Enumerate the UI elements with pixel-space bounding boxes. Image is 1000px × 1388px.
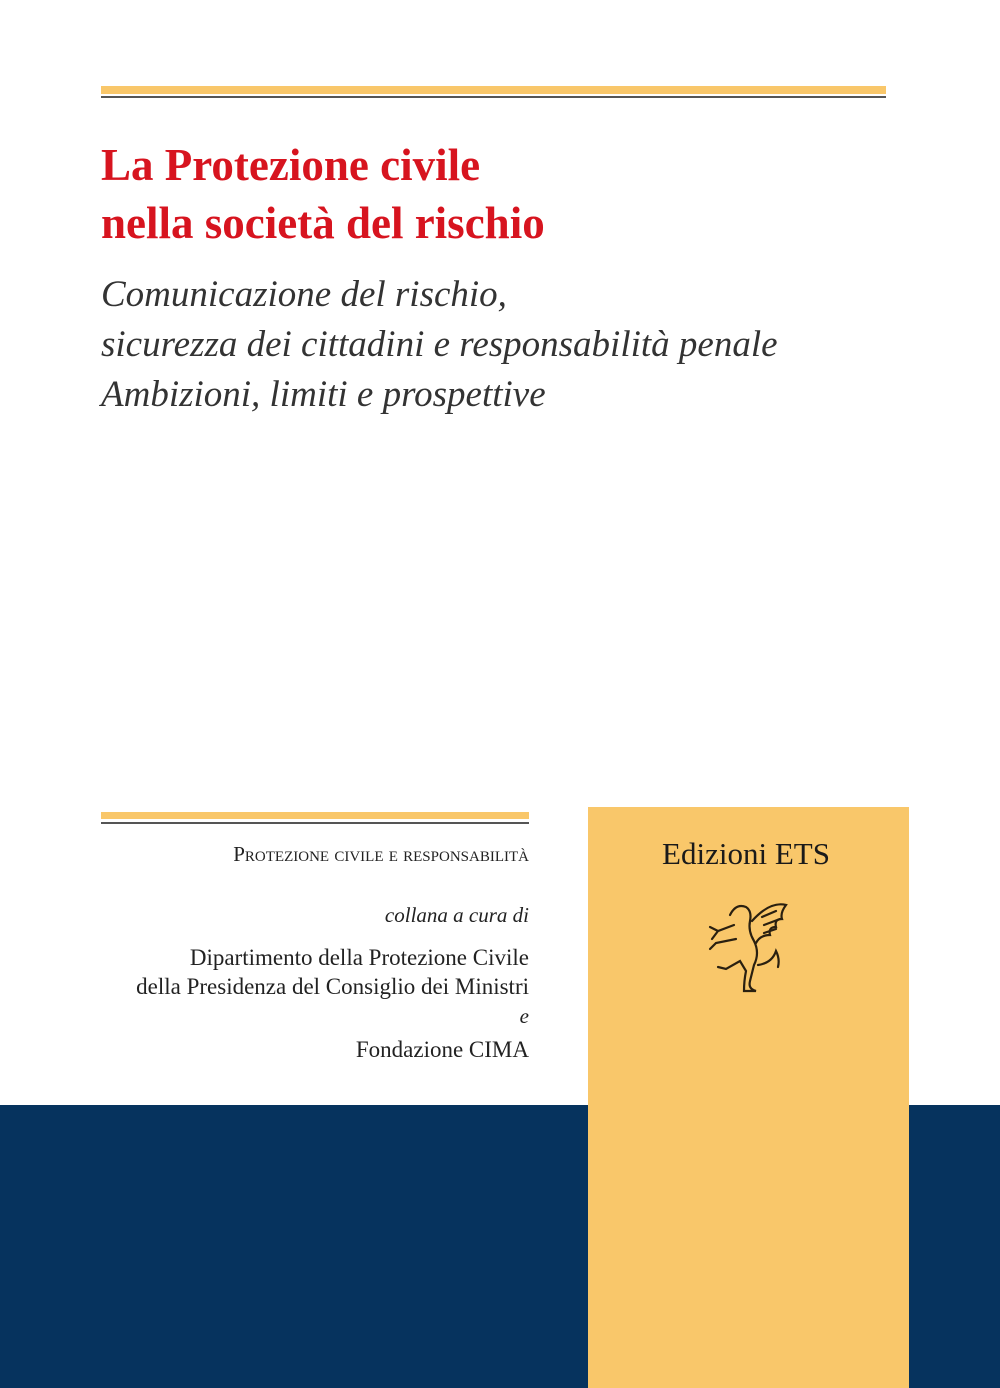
book-subtitle [101, 270, 778, 420]
title-line-1: La Protezione civile [101, 140, 481, 190]
griffin-icon [700, 895, 795, 1005]
editor-1-line-2: della Presidenza del Consiglio dei Ministri [136, 974, 529, 999]
editor-1-line-1: Dipartimento della Protezione Civile [189, 945, 529, 970]
series-editor-label: collana a cura di [384, 903, 529, 927]
subtitle-line-2: sicurezza dei cittadini e responsabilità penale [101, 324, 778, 365]
top-rule-gray [101, 96, 886, 98]
subtitle-line-3: Ambizioni, limiti e prospettive [101, 374, 546, 415]
series-name: Protezione civile e responsabilità [233, 842, 529, 866]
subtitle-line-1: Comunicazione del rischio, [101, 274, 507, 315]
series-rule-gray [101, 822, 529, 824]
book-title [101, 136, 545, 252]
conjunction: e [519, 1004, 529, 1028]
series-editor-2: Fondazione CIMA [355, 1037, 529, 1062]
series-editor-1 [136, 943, 529, 1001]
publisher-name: Edizioni ETS [662, 836, 830, 871]
series-rule-yellow [101, 812, 529, 819]
top-rule-yellow [101, 86, 886, 94]
title-line-2: nella società del rischio [101, 198, 545, 248]
